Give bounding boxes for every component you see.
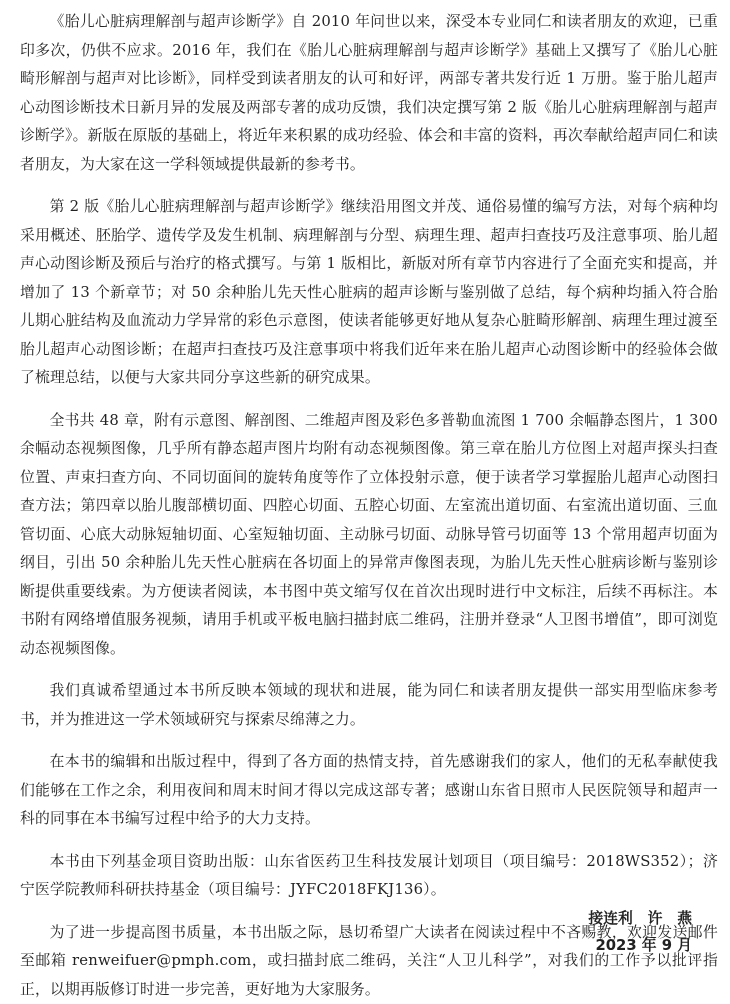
author-names: 接连利 许 燕 xyxy=(588,905,692,932)
preface-body xyxy=(20,8,718,1004)
paragraph-6: 本书由下列基金项目资助出版：山东省医药卫生科技发展计划项目（项目编号：2018WS352）；济宁医学院教师科研扶持基金（项目编号：JYFC2018FKJ136）。 xyxy=(20,848,718,905)
paragraph-4: 我们真诚希望通过本书所反映本领域的现状和进展，能为同仁和读者朋友提供一部实用型临床参考书，并为推进这一学术领域研究与探索尽绵薄之力。 xyxy=(20,677,718,734)
paragraph-5: 在本书的编辑和出版过程中，得到了各方面的热情支持，首先感谢我们的家人，他们的无私奉献使我们能够在工作之余，利用夜间和周末时间才得以完成这部专著；感谢山东省日照市人民医院领导和超声一科的同事在本书编写过程中给予的大力支持。 xyxy=(20,748,718,834)
paragraph-2: 第 2 版《胎儿心脏病理解剖与超声诊断学》继续沿用图文并茂、通俗易懂的编写方法，对每个病种均采用概述、胚胎学、遗传学及发生机制、病理解剖与分型、病理生理、超声扫查技巧及注意事项、胎儿超声心动图诊断及预后与治疗的格式撰写。与第 1 版相比，新版对所有章节内容进行了全面充实和提高，并增加了 13 个新章节；对 50 余种胎儿先天性心脏病的超声诊断与鉴别做了总结，每个病种均插入符合胎儿期心脏结构及血流动力学异常的彩色示意图，使读者能够更好地从复杂心脏畸形解剖、病理生理过渡至胎儿超声心动图诊断；在超声扫查技巧及注意事项中将我们近年来在胎儿超声心动图诊断中的经验体会做了梳理总结，以便与大家共同分享这些新的研究成果。 xyxy=(20,193,718,393)
paragraph-3: 全书共 48 章，附有示意图、解剖图、二维超声图及彩色多普勒血流图 1 700 余幅静态图片，1 300 余幅动态视频图像，几乎所有静态超声图片均附有动态视频图像。第三章在胎儿方位图上对超声探头扫查位置、声束扫查方向、不同切面间的旋转角度等作了立体投射示意，便于读者学习掌握胎儿超声心动图扫查方法；第四章以胎儿腹部横切面、四腔心切面、五腔心切面、左室流出道切面、右室流出道切面、三血管切面、心底大动脉短轴切面、心室短轴切面、主动脉弓切面、动脉导管弓切面等 13 个常用超声切面为纲目，引出 50 余种胎儿先天性心脏病在各切面上的异常声像图表现，为胎儿先天性心脏病诊断与鉴别诊断提供重要线索。为方便读者阅读，本书图中英文缩写仅在首次出现时进行中文标注，后续不再标注。本书附有网络增值服务视频，请用手机或平板电脑扫描封底二维码，注册并登录“人卫图书增值”，即可浏览动态视频图像。 xyxy=(20,407,718,664)
signature-date: 2023 年 9 月 xyxy=(588,932,692,959)
paragraph-7: 为了进一步提高图书质量，本书出版之际，恳切希望广大读者在阅读过程中不吝赐教，欢迎发送邮件至邮箱 renweifuer@pmph.com，或扫描封底二维码，关注“人卫儿科学”，对我们的工作予以批评指正，以期再版修订时进一步完善，更好地为大家服务。 xyxy=(20,919,718,1004)
signature-block xyxy=(588,905,692,959)
paragraph-1: 《胎儿心脏病理解剖与超声诊断学》自 2010 年问世以来，深受本专业同仁和读者朋友的欢迎，已重印多次，仍供不应求。2016 年，我们在《胎儿心脏病理解剖与超声诊断学》基础上又撰写了《胎儿心脏畸形解剖与超声对比诊断》，同样受到读者朋友的认可和好评，两部专著共发行近 1 万册。鉴于胎儿超声心动图诊断技术日新月异的发展及两部专著的成功反馈，我们决定撰写第 2 版《胎儿心脏病理解剖与超声诊断学》。新版在原版的基础上，将近年来积累的成功经验、体会和丰富的资料，再次奉献给超声同仁和读者朋友，为大家在这一学科领域提供最新的参考书。 xyxy=(20,8,718,179)
